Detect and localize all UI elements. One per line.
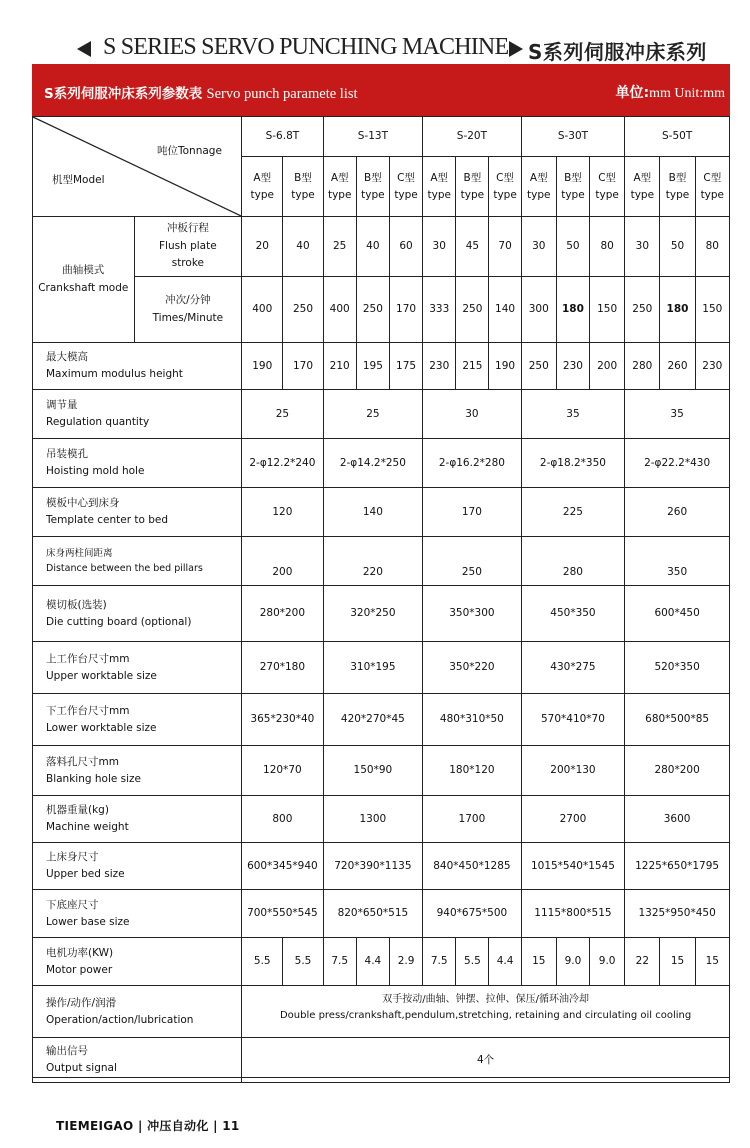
label-en: Upper bed size (46, 868, 125, 880)
cell: 820*650*515 (323, 890, 423, 938)
cell: 35 (521, 390, 625, 439)
cell: 40 (356, 217, 389, 277)
upper-bed-row (33, 843, 730, 890)
template-row (33, 488, 730, 537)
type-header (242, 157, 283, 217)
cell: 25 (242, 390, 323, 439)
cell: 250 (356, 277, 389, 343)
cell: 4.4 (489, 938, 521, 986)
unit-en: mm Unit:mm (649, 86, 725, 101)
lower-base-row (33, 890, 730, 938)
type-en: type (527, 188, 551, 201)
output-row (33, 1038, 730, 1083)
row-label (33, 986, 242, 1038)
cell: 190 (242, 343, 283, 390)
cell: 1300 (323, 796, 423, 843)
cell: 170 (423, 488, 522, 537)
type-en: type (394, 188, 418, 201)
type-cn: A型 (633, 172, 652, 185)
cell: 450*350 (521, 586, 625, 642)
cell: 350*300 (423, 586, 522, 642)
cell: 40 (283, 217, 323, 277)
cell: 400 (242, 277, 283, 343)
cell: 22 (625, 938, 660, 986)
stroke-label (134, 217, 242, 277)
cell: 140 (323, 488, 423, 537)
cell: 220 (323, 537, 423, 586)
type-cn: C型 (496, 172, 514, 185)
label-en: Output signal (46, 1062, 117, 1074)
cell: 120 (242, 488, 323, 537)
corner-tonnage: 吨位Tonnage (157, 145, 222, 157)
cell: 1115*800*515 (521, 890, 625, 938)
cell: 15 (695, 938, 729, 986)
row-label (33, 642, 242, 694)
label-cn: 电机功率(KW) (46, 946, 114, 959)
cell: 25 (323, 217, 356, 277)
type-en: type (493, 188, 517, 201)
cell: 50 (556, 217, 589, 277)
tonnage-header: S-13T (323, 117, 423, 157)
row-label (33, 890, 242, 938)
cell: 9.0 (556, 938, 589, 986)
crank-en: Crankshaft mode (38, 281, 129, 294)
type-cn: C型 (397, 172, 415, 185)
label-en: Upper worktable size (46, 669, 157, 682)
page-footer: TIEMEIGAO | 冲压自动化 | 11 (56, 1119, 240, 1133)
operation-en: Double press/crankshaft,pendulum,stretching, retaining and circulating oil cooling (279, 1009, 692, 1021)
chinese-title: S系列伺服冲床系列 (528, 40, 707, 64)
cell: 720*390*1135 (323, 843, 423, 890)
arrow-right-icon (509, 41, 523, 57)
cell: 680*500*85 (625, 694, 730, 746)
cell: 280*200 (242, 586, 323, 642)
tonnage-header: S-6.8T (242, 117, 323, 157)
corner-model: 机型Model (52, 174, 105, 186)
type-cn: C型 (703, 172, 722, 185)
cell: 400 (323, 277, 356, 343)
operation-cn: 双手按动/曲轴、钟摆、拉伸、保压/循环油冷却 (382, 994, 589, 1005)
cell: 170 (389, 277, 422, 343)
arrow-left-icon (77, 41, 91, 57)
label-cn: 落料孔尺寸mm (46, 755, 119, 768)
label-en: Maximum modulus height (46, 368, 183, 380)
cell: 5.5 (456, 938, 489, 986)
cell: 2-φ12.2*240 (242, 439, 323, 488)
label-cn: 上工作台尺寸mm (46, 652, 130, 665)
cell: 70 (489, 217, 521, 277)
cell: 200 (242, 537, 323, 586)
cell: 800 (242, 796, 323, 843)
cell: 80 (695, 217, 729, 277)
label-cn: 上床身尺寸 (46, 851, 99, 864)
crank-cn: 曲轴模式 (62, 263, 105, 276)
type-en: type (561, 188, 585, 201)
cell: 350 (625, 537, 730, 586)
type-en: type (327, 188, 352, 201)
cell: 940*675*500 (423, 890, 522, 938)
label-cn: 下工作台尺寸mm (46, 704, 130, 717)
cell: 310*195 (323, 642, 423, 694)
cell: 520*350 (625, 642, 730, 694)
type-en: type (250, 188, 274, 201)
cell: 430*275 (521, 642, 625, 694)
label-cn: 吊装模孔 (46, 448, 88, 461)
cell: 260 (625, 488, 730, 537)
pillars-row (33, 537, 730, 586)
cell: 15 (521, 938, 556, 986)
times-row (33, 277, 730, 343)
row-label (33, 537, 242, 586)
type-cn: A型 (529, 172, 548, 185)
label-en: Blanking hole size (46, 772, 142, 785)
row-label (33, 343, 242, 390)
cell: 5.5 (242, 938, 283, 986)
row-label (33, 488, 242, 537)
type-header (389, 157, 422, 217)
cell: 180 (660, 277, 695, 343)
cell: 3600 (625, 796, 730, 843)
cell: 9.0 (590, 938, 625, 986)
type-en: type (630, 188, 655, 201)
cell: 215 (456, 343, 489, 390)
row-label (33, 390, 242, 439)
unit-label (616, 82, 725, 102)
cell: 180*120 (423, 746, 522, 796)
cell: 260 (660, 343, 695, 390)
max-height-row (33, 343, 730, 390)
type-cn: B型 (294, 172, 312, 185)
cell: 2700 (521, 796, 625, 843)
operation-value (242, 986, 730, 1038)
table-title-cn: S系列伺服冲床系列参数表 (44, 86, 203, 102)
row-label (33, 694, 242, 746)
type-cn: A型 (430, 172, 449, 185)
cell: 80 (590, 217, 625, 277)
cell: 7.5 (323, 938, 356, 986)
cell: 200 (590, 343, 625, 390)
cell: 2-φ18.2*350 (521, 439, 625, 488)
type-cn: B型 (564, 172, 582, 185)
row-label (33, 586, 242, 642)
cell: 4.4 (356, 938, 389, 986)
cell: 250 (456, 277, 489, 343)
label-en: Lower worktable size (46, 721, 157, 734)
cell: 170 (283, 343, 323, 390)
cell: 180 (556, 277, 589, 343)
type-en: type (595, 188, 619, 201)
cell: 2-φ22.2*430 (625, 439, 730, 488)
type-cn: A型 (253, 172, 272, 185)
cell: 195 (356, 343, 389, 390)
tonnage-row (33, 117, 730, 157)
cell: 50 (660, 217, 695, 277)
page-header (0, 30, 750, 66)
cell: 150 (590, 277, 625, 343)
type-header (521, 157, 556, 217)
stroke-en1: Flush plate (159, 239, 217, 252)
cell: 2-φ14.2*250 (323, 439, 423, 488)
cell: 140 (489, 277, 521, 343)
stroke-row (33, 217, 730, 277)
type-header (625, 157, 660, 217)
corner-cell (33, 117, 242, 217)
spec-table (32, 116, 730, 1083)
cell: 1225*650*1795 (625, 843, 730, 890)
label-cn: 模板中心到床身 (46, 497, 120, 510)
upper-table-row (33, 642, 730, 694)
stroke-en2: stroke (171, 257, 204, 270)
row-label (33, 796, 242, 843)
label-en: Regulation quantity (46, 416, 150, 428)
cell: 570*410*70 (521, 694, 625, 746)
type-en: type (361, 188, 385, 201)
type-header (660, 157, 695, 217)
type-header (590, 157, 625, 217)
cell: 280 (625, 343, 660, 390)
output-value: 4个 (242, 1038, 730, 1083)
cell: 30 (423, 390, 522, 439)
tonnage-header: S-30T (521, 117, 625, 157)
label-cn: 调节量 (46, 399, 78, 412)
table-title (44, 82, 358, 103)
label-en: Template center to bed (46, 514, 169, 526)
cell: 200*130 (521, 746, 625, 796)
cell: 280*200 (625, 746, 730, 796)
tonnage-header: S-50T (625, 117, 730, 157)
cell: 230 (423, 343, 456, 390)
cell: 150*90 (323, 746, 423, 796)
stroke-cn: 冲板行程 (166, 221, 209, 234)
unit-cn: 单位: (615, 85, 650, 101)
label-en: Motor power (46, 963, 113, 976)
cell: 350*220 (423, 642, 522, 694)
cell: 5.5 (283, 938, 323, 986)
cell: 270*180 (242, 642, 323, 694)
cell: 25 (323, 390, 423, 439)
type-header (695, 157, 729, 217)
row-label (33, 1038, 242, 1083)
label-cn: 下底座尺寸 (46, 898, 99, 911)
weight-row (33, 796, 730, 843)
cell: 250 (625, 277, 660, 343)
type-cn: B型 (463, 172, 482, 185)
cell: 230 (695, 343, 729, 390)
lower-table-row (33, 694, 730, 746)
label-en: Operation/action/lubrication (46, 1013, 194, 1026)
operation-row (33, 986, 730, 1038)
times-label (134, 277, 242, 343)
cell: 600*345*940 (242, 843, 323, 890)
row-label (33, 746, 242, 796)
cell: 30 (625, 217, 660, 277)
cell: 840*450*1285 (423, 843, 522, 890)
cell: 175 (389, 343, 422, 390)
type-header (283, 157, 323, 217)
cell: 480*310*50 (423, 694, 522, 746)
cell: 365*230*40 (242, 694, 323, 746)
english-title: S SERIES SERVO PUNCHING MACHINE (103, 34, 509, 60)
label-en: Die cutting board (optional) (46, 615, 192, 628)
cell: 2-φ16.2*280 (423, 439, 522, 488)
label-cn: 最大模高 (46, 351, 88, 364)
type-header (356, 157, 389, 217)
cell: 35 (625, 390, 730, 439)
cell: 60 (389, 217, 422, 277)
cell: 190 (489, 343, 521, 390)
type-cn: A型 (330, 172, 349, 185)
label-cn: 输出信号 (46, 1045, 88, 1058)
cell: 45 (456, 217, 489, 277)
cell: 20 (242, 217, 283, 277)
type-header (489, 157, 521, 217)
blanking-row (33, 746, 730, 796)
diagonal-line (33, 117, 241, 216)
die-board-row (33, 586, 730, 642)
times-cn: 冲次/分钟 (165, 293, 211, 306)
cell: 250 (283, 277, 323, 343)
cell: 700*550*545 (242, 890, 323, 938)
cell: 280 (521, 537, 625, 586)
label-cn: 操作/动作/润滑 (46, 996, 117, 1009)
cell: 30 (521, 217, 556, 277)
motor-row (33, 938, 730, 986)
cell: 7.5 (423, 938, 456, 986)
crankshaft-label (33, 217, 135, 343)
type-cn: B型 (364, 172, 382, 185)
type-cn: B型 (668, 172, 687, 185)
table-title-bar (32, 64, 730, 116)
row-label (33, 439, 242, 488)
cell: 225 (521, 488, 625, 537)
type-en: type (460, 188, 485, 201)
type-en: type (700, 188, 725, 201)
label-cn: 模切板(选装) (46, 598, 107, 611)
type-header (456, 157, 489, 217)
type-header (423, 157, 456, 217)
cell: 1700 (423, 796, 522, 843)
label-en: Machine weight (46, 821, 129, 833)
type-cn: C型 (598, 172, 617, 185)
cell: 600*450 (625, 586, 730, 642)
cell: 1015*540*1545 (521, 843, 625, 890)
label-en: Hoisting mold hole (46, 465, 145, 477)
cell: 210 (323, 343, 356, 390)
cell: 300 (521, 277, 556, 343)
cell: 333 (423, 277, 456, 343)
cell: 120*70 (242, 746, 323, 796)
type-header (556, 157, 589, 217)
cell: 320*250 (323, 586, 423, 642)
label-cn: 床身两柱间距离 (46, 547, 113, 559)
type-en: type (665, 188, 690, 201)
cell: 250 (521, 343, 556, 390)
times-en: Times/Minute (152, 311, 224, 324)
cell: 250 (423, 537, 522, 586)
row-label (33, 843, 242, 890)
regulation-row (33, 390, 730, 439)
type-en: type (291, 188, 315, 201)
type-header (323, 157, 356, 217)
type-en: type (427, 188, 451, 201)
label-en: Distance between the bed pillars (46, 563, 203, 574)
tonnage-header: S-20T (423, 117, 522, 157)
table-title-en: Servo punch paramete list (206, 86, 358, 102)
cell: 230 (556, 343, 589, 390)
cell: 2.9 (389, 938, 422, 986)
cell: 30 (423, 217, 456, 277)
cell: 420*270*45 (323, 694, 423, 746)
label-en: Lower base size (46, 915, 130, 928)
row-label (33, 938, 242, 986)
cell: 1325*950*450 (625, 890, 730, 938)
hoisting-row (33, 439, 730, 488)
label-cn: 机器重量(kg) (46, 804, 109, 817)
cell: 150 (695, 277, 729, 343)
cell: 15 (660, 938, 695, 986)
